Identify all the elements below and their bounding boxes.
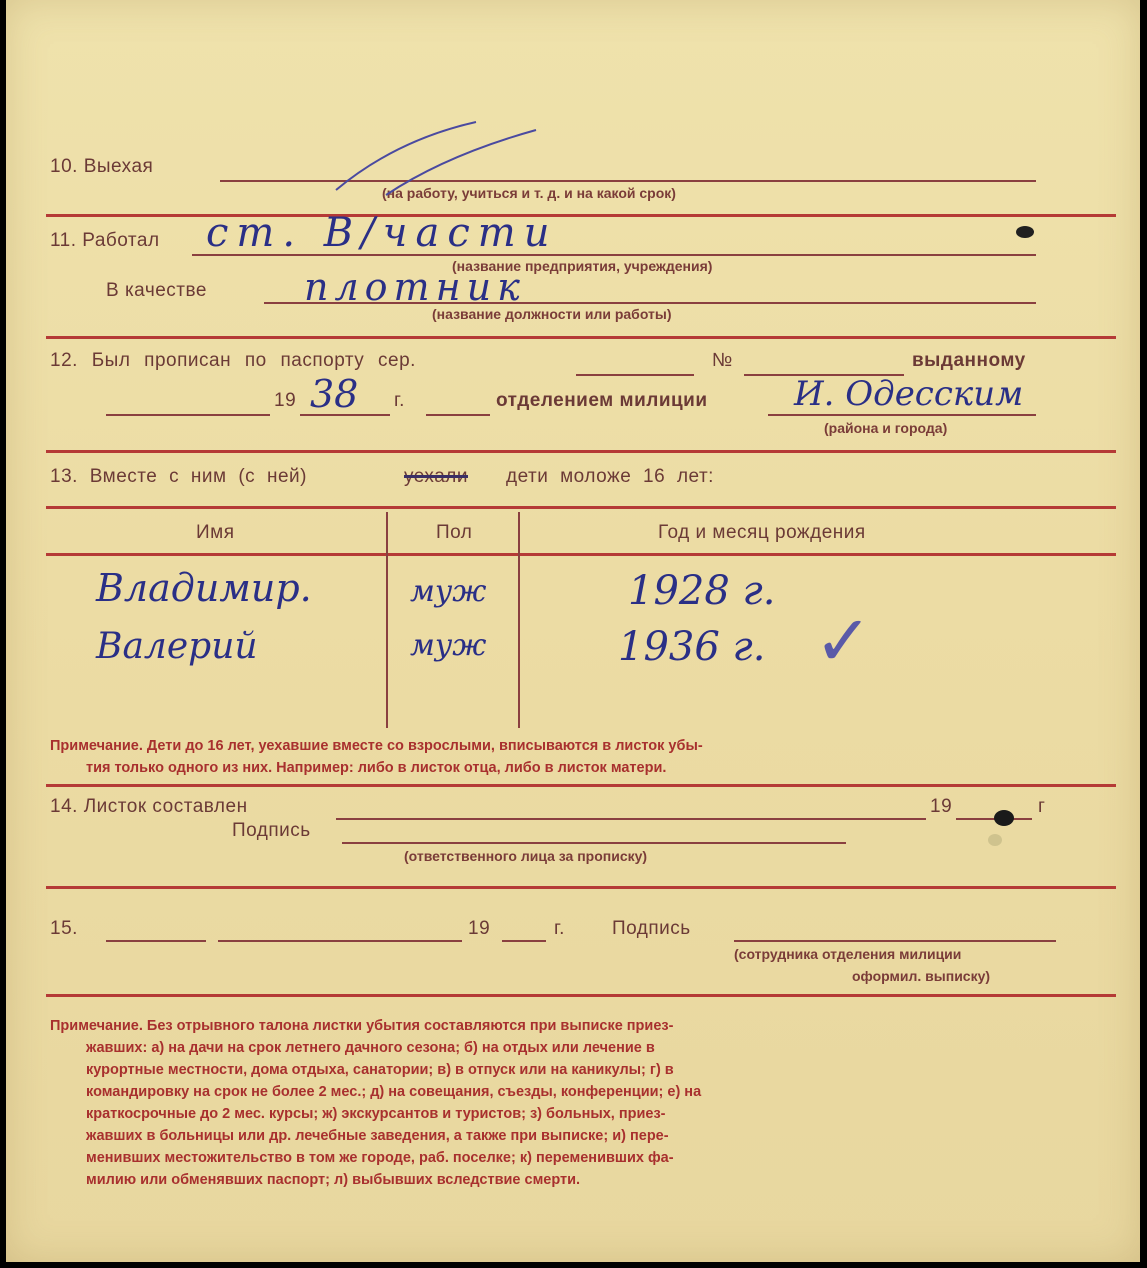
- form-paper: [6, 0, 1140, 1262]
- section12-office-line: [768, 414, 1036, 416]
- section12-blank-line: [426, 414, 490, 416]
- rule-14: [46, 886, 1116, 889]
- table-header-rule: [46, 553, 1116, 556]
- punch-hole-2: [988, 834, 1002, 846]
- table-header-name: Имя: [196, 522, 235, 543]
- table-col-divider-1: [386, 512, 388, 728]
- rule-note1: [46, 784, 1116, 787]
- check-mark: ✓: [814, 600, 873, 682]
- section15-day-line: [106, 940, 206, 942]
- section15-caption1: (сотрудника отделения милиции: [734, 946, 962, 962]
- section12-label: 12. Был прописан по паспорту сер.: [50, 350, 416, 371]
- table-col-divider-2: [518, 512, 520, 728]
- section12-office-label: отделением милиции: [496, 390, 708, 411]
- table-row-1-sex: муж: [410, 574, 487, 609]
- section12-number-label: №: [712, 350, 733, 371]
- table-row-1-name: Владимир.: [96, 566, 312, 610]
- section14-signature-label: Подпись: [232, 820, 311, 841]
- note2-line-4: командировку на срок не более 2 мес.; д) на совещания, съезды, конференции; е) на: [86, 1084, 702, 1100]
- section11-position-label: В качестве: [106, 280, 207, 301]
- section15-year-prefix: 19: [468, 918, 491, 939]
- table-top-rule: [46, 506, 1116, 509]
- note1-line2: тия только одного из них. Например: либо в листок отца, либо в листок матери.: [86, 760, 667, 776]
- section12-series-line: [576, 374, 694, 376]
- table-header-birth: Год и месяц рождения: [658, 522, 866, 543]
- section12-office-caption: (района и города): [824, 420, 948, 436]
- rule-12: [46, 450, 1116, 453]
- section15-signature-line: [734, 940, 1056, 942]
- ink-blot: [1016, 226, 1034, 238]
- section12-year-prefix: 19: [274, 390, 297, 411]
- section12-year-value: 38: [310, 372, 359, 416]
- note2-line-5: краткосрочные до 2 мес. курсы; ж) экскурсантов и туристов; з) больных, приез-: [86, 1106, 666, 1122]
- section14-label: 14. Листок составлен: [50, 796, 248, 817]
- section15-month-line: [218, 940, 462, 942]
- section12-office-value: И. Одесским: [794, 374, 1024, 414]
- note2-line-8: милию или обменявших паспорт; л) выбывших вследствие смерти.: [86, 1172, 581, 1188]
- section15-label: 15.: [50, 918, 78, 939]
- table-header-sex: Пол: [436, 522, 473, 543]
- section15-signature-label: Подпись: [612, 918, 691, 939]
- note2-line-7: менивших местожительство в том же городе, раб. поселке; к) переменивших фа-: [86, 1150, 674, 1166]
- note2-line-3: курортные местности, дома отдыха, санатории; в) в отпуск или на каникулы; г) в: [86, 1062, 674, 1078]
- rule-11: [46, 336, 1116, 339]
- rule-15: [46, 994, 1116, 997]
- section15-year-suffix: г.: [554, 918, 565, 939]
- section12-date-line: [106, 414, 270, 416]
- table-row-2-birth: 1936 г.: [618, 624, 766, 670]
- table-row-2-name: Валерий: [96, 626, 258, 667]
- section11-position-value: плотник: [304, 265, 526, 309]
- note1-line1: Примечание. Дети до 16 лет, уехавшие вместе со взрослыми, вписываются в листок убы-: [50, 738, 703, 754]
- section14-field-line: [336, 818, 926, 820]
- section14-year-suffix: г: [1038, 796, 1046, 817]
- punch-hole-1: [994, 810, 1014, 826]
- section11-work-caption: (название предприятия, учреждения): [452, 258, 713, 274]
- table-row-2-sex: муж: [410, 628, 487, 663]
- section15-year-line: [502, 940, 546, 942]
- section10-caption: (на работу, учиться и т. д. и на какой срок): [382, 185, 676, 201]
- section13-label-suffix: дети моложе 16 лет:: [506, 466, 714, 487]
- section12-year-suffix: г.: [394, 390, 405, 411]
- note2-line-1: Примечание. Без отрывного талона листки убытия составляются при выписке приез-: [50, 1018, 674, 1034]
- section13-label-prefix: 13. Вместе с ним (с ней): [50, 466, 307, 487]
- section14-signature-line: [342, 842, 846, 844]
- note2-line-2: жавших: а) на дачи на срок летнего дачного сезона; б) на отдых или лечение в: [86, 1040, 655, 1056]
- table-row-1-birth: 1928 г.: [628, 568, 776, 614]
- section15-caption2: оформил. выписку): [852, 968, 991, 984]
- section11-work-value: ст. В/части: [206, 210, 558, 256]
- section12-issued-label: выданному: [912, 350, 1026, 371]
- section14-signature-caption: (ответственного лица за прописку): [404, 848, 648, 864]
- section14-year-prefix: 19: [930, 796, 953, 817]
- section10-label: 10. Выехая: [50, 156, 154, 177]
- section11-label: 11. Работал: [50, 230, 160, 251]
- note2-line-6: жавших в больницы или др. лечебные заведения, а также при выписке; и) пере-: [86, 1128, 669, 1144]
- section13-struck-word: уехали: [404, 466, 468, 487]
- section10-pen-stroke: [326, 110, 546, 200]
- section11-position-caption: (название должности или работы): [432, 306, 672, 322]
